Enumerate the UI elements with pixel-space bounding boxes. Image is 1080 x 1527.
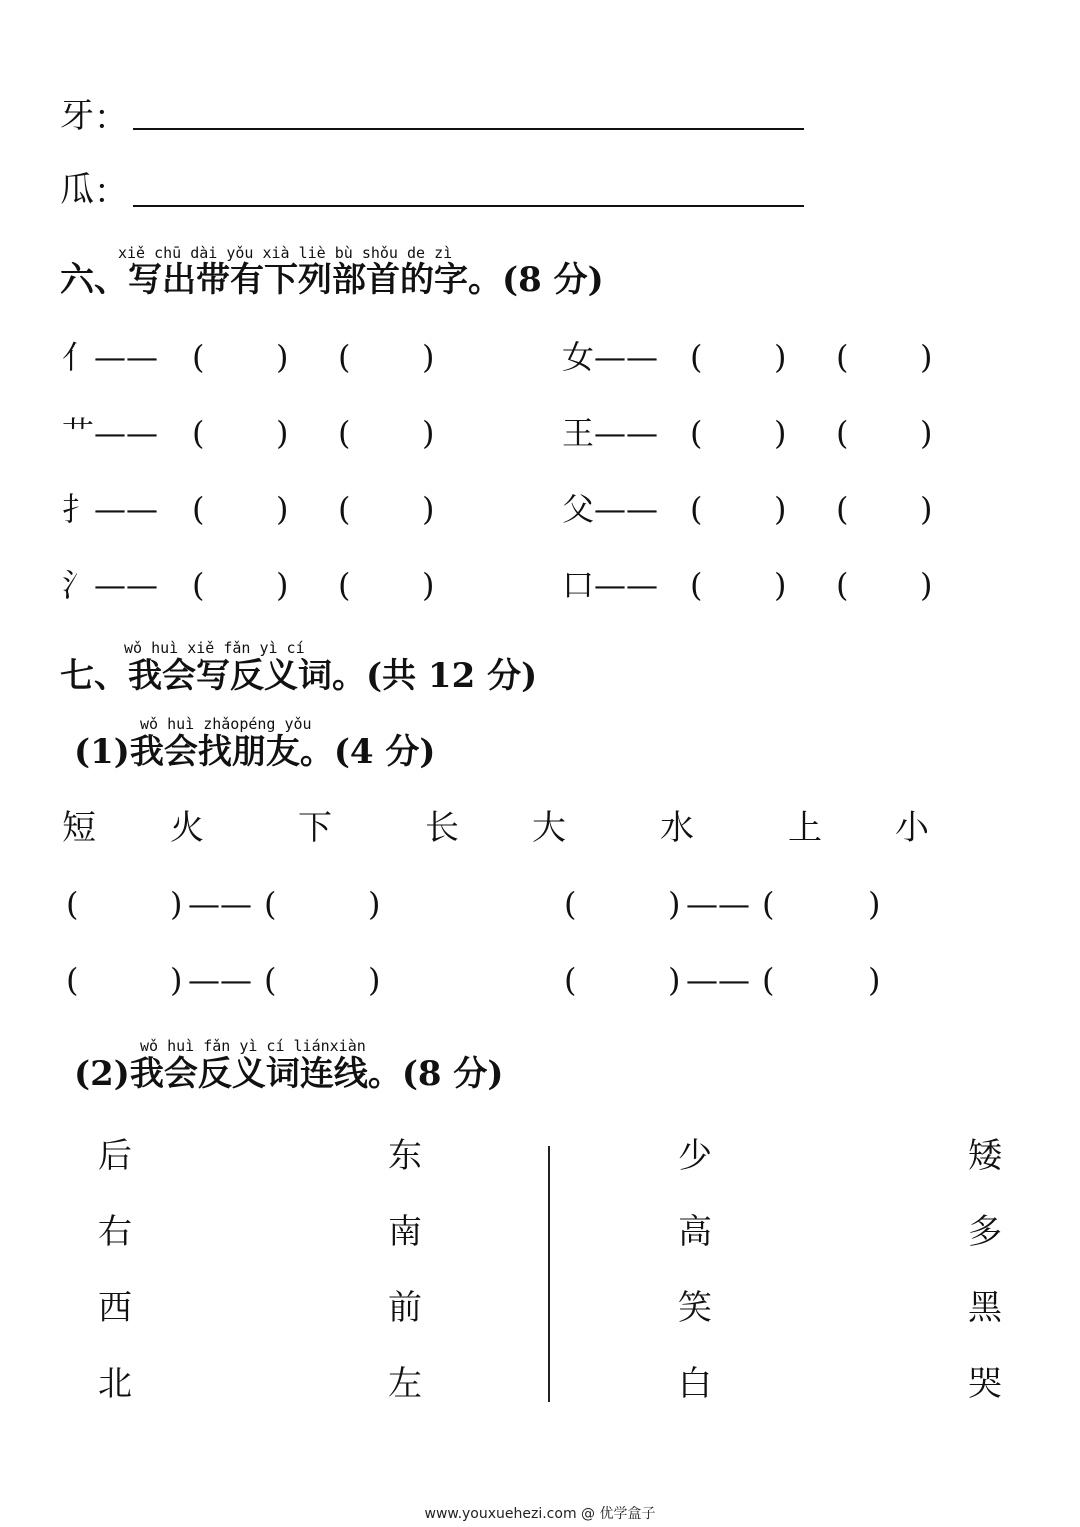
paren-close: ): [276, 566, 289, 604]
paren-open[interactable]: (: [836, 414, 849, 452]
paren-close: ): [170, 885, 183, 923]
paren-close: ): [422, 490, 435, 528]
paren-close: ): [920, 338, 933, 376]
writing-line-colon: ：: [94, 98, 128, 138]
paren-close: ): [368, 885, 381, 923]
paren-close: ): [276, 338, 289, 376]
paren-open[interactable]: (: [338, 338, 351, 376]
paren-close: ): [368, 961, 381, 999]
radical-label: 王——: [562, 414, 659, 452]
matching-divider: [548, 1146, 550, 1402]
match-word[interactable]: 多: [968, 1212, 1002, 1252]
paren-open[interactable]: (: [690, 566, 703, 604]
paren-close: ): [774, 414, 787, 452]
match-word[interactable]: 矮: [968, 1136, 1002, 1176]
section7-part2-pinyin: wǒ huì fǎn yì cí liánxiàn: [140, 1037, 366, 1055]
paren-close: ): [920, 490, 933, 528]
paren-close: ): [868, 885, 881, 923]
radical-label: 口——: [562, 566, 659, 604]
paren-close: ): [422, 338, 435, 376]
footer-watermark: www.youxuehezi.com @ 优学盒子: [424, 1506, 656, 1522]
writing-answer-line[interactable]: [133, 128, 804, 130]
paren-open[interactable]: (: [338, 566, 351, 604]
writing-answer-line[interactable]: [133, 205, 804, 207]
paren-close: ): [668, 885, 681, 923]
paren-open[interactable]: (: [690, 490, 703, 528]
paren-open[interactable]: (: [192, 490, 205, 528]
match-word[interactable]: 左: [388, 1364, 422, 1404]
word-bank-item: 长: [425, 808, 459, 848]
word-bank-item: 水: [660, 808, 694, 848]
paren-open[interactable]: (: [192, 414, 205, 452]
pair-dash: ——: [188, 885, 252, 923]
paren-close: ): [668, 961, 681, 999]
match-word[interactable]: 前: [388, 1288, 422, 1328]
writing-line-colon: ：: [94, 172, 128, 212]
paren-open[interactable]: (: [836, 490, 849, 528]
section6-title: 六、写出带有下列部首的字。(8 分): [60, 260, 604, 300]
match-word[interactable]: 北: [98, 1364, 132, 1404]
paren-close: ): [920, 566, 933, 604]
paren-close: ): [920, 414, 933, 452]
paren-open[interactable]: (: [762, 885, 775, 923]
paren-close: ): [276, 490, 289, 528]
match-word[interactable]: 哭: [968, 1364, 1002, 1404]
match-word[interactable]: 南: [388, 1212, 422, 1252]
paren-close: ): [422, 566, 435, 604]
radical-label: 扌——: [62, 490, 159, 528]
radical-label: 艹——: [62, 414, 159, 452]
writing-line-char: 瓜: [60, 170, 94, 210]
word-bank-item: 大: [532, 808, 566, 848]
word-bank-item: 短: [62, 808, 96, 848]
section7-title: 七、我会写反义词。(共 12 分): [60, 656, 538, 696]
radical-label: 氵——: [62, 566, 159, 604]
paren-open[interactable]: (: [264, 885, 277, 923]
paren-open[interactable]: (: [338, 490, 351, 528]
match-word[interactable]: 西: [98, 1288, 132, 1328]
match-word[interactable]: 少: [678, 1136, 712, 1176]
paren-open[interactable]: (: [690, 414, 703, 452]
match-word[interactable]: 东: [388, 1136, 422, 1176]
paren-close: ): [774, 338, 787, 376]
pair-dash: ——: [188, 961, 252, 999]
radical-label: 亻——: [62, 338, 159, 376]
paren-open[interactable]: (: [264, 961, 277, 999]
pair-dash: ——: [686, 885, 750, 923]
paren-open[interactable]: (: [192, 566, 205, 604]
paren-open[interactable]: (: [338, 414, 351, 452]
paren-open[interactable]: (: [564, 885, 577, 923]
word-bank-item: 上: [788, 808, 822, 848]
section6-pinyin: xiě chū dài yǒu xià liè bù shǒu de zì: [118, 244, 453, 262]
paren-close: ): [422, 414, 435, 452]
paren-close: ): [170, 961, 183, 999]
paren-open[interactable]: (: [66, 885, 79, 923]
paren-open[interactable]: (: [564, 961, 577, 999]
section7-part2-title: (2)我会反义词连线。(8 分): [74, 1054, 504, 1094]
paren-close: ): [868, 961, 881, 999]
paren-close: ): [774, 566, 787, 604]
paren-open[interactable]: (: [66, 961, 79, 999]
match-word[interactable]: 右: [98, 1212, 132, 1252]
section7-part1-pinyin: wǒ huì zhǎopéng yǒu: [140, 715, 312, 733]
word-bank-item: 火: [170, 808, 204, 848]
paren-close: ): [774, 490, 787, 528]
writing-line-char: 牙: [60, 96, 94, 136]
match-word[interactable]: 高: [678, 1212, 712, 1252]
paren-open[interactable]: (: [192, 338, 205, 376]
paren-close: ): [276, 414, 289, 452]
match-word[interactable]: 笑: [678, 1288, 712, 1328]
paren-open[interactable]: (: [836, 566, 849, 604]
match-word[interactable]: 白: [678, 1364, 712, 1404]
paren-open[interactable]: (: [836, 338, 849, 376]
section7-pinyin: wǒ huì xiě fǎn yì cí: [124, 639, 305, 657]
word-bank-item: 下: [298, 808, 332, 848]
paren-open[interactable]: (: [690, 338, 703, 376]
match-word[interactable]: 后: [98, 1136, 132, 1176]
section7-part1-title: (1)我会找朋友。(4 分): [74, 732, 436, 772]
word-bank-item: 小: [895, 808, 929, 848]
paren-open[interactable]: (: [762, 961, 775, 999]
pair-dash: ——: [686, 961, 750, 999]
radical-label: 父——: [562, 490, 659, 528]
radical-label: 女——: [562, 338, 659, 376]
match-word[interactable]: 黑: [968, 1288, 1002, 1328]
